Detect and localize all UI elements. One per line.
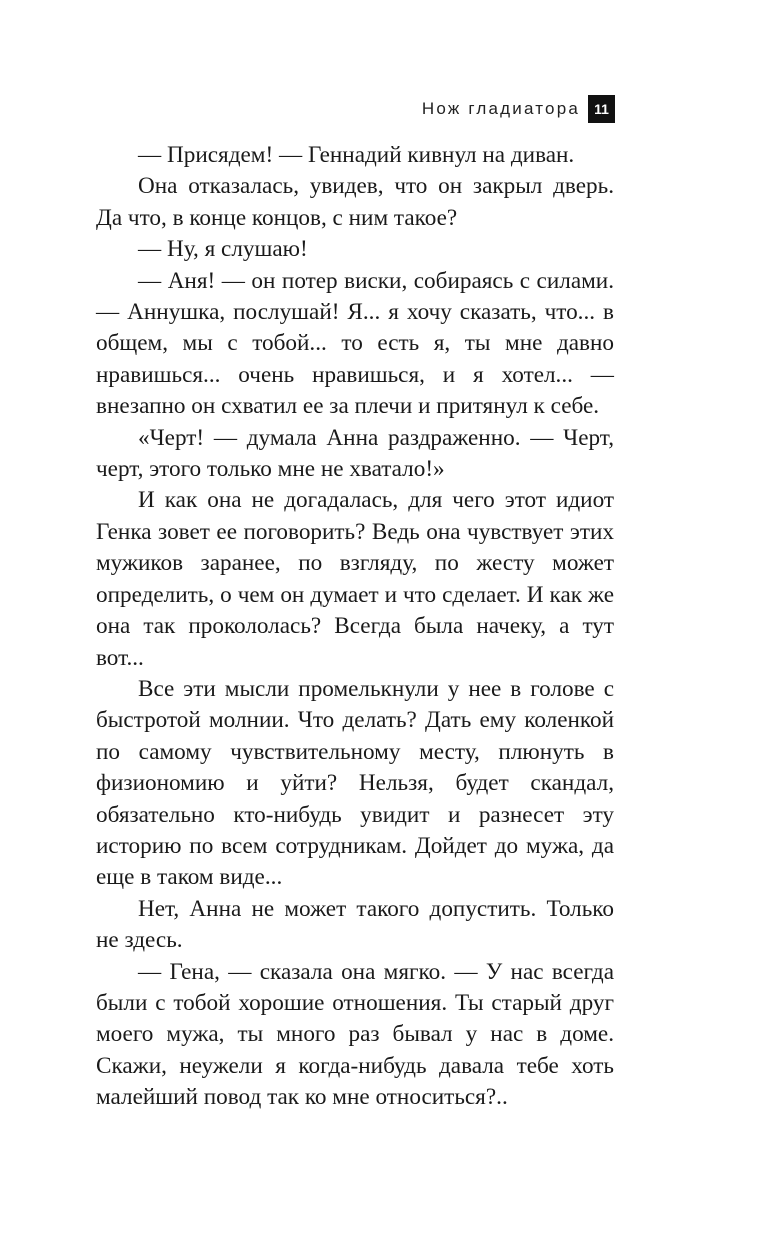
text-body: [96, 140, 614, 1114]
paragraph-2: Она отказалась, увидев, что он закрыл дверь. Да что, в конце концов, с ним такое?: [96, 173, 614, 231]
paragraph-9: — Гена, — сказала она мягко. — У нас всегда были с тобой хорошие отношения. Ты старый друг моего мужа, ты много раз бывал у нас в доме. Скажи, неужели я когда-нибудь давала тебе хоть малейший повод так ко мне относиться?..: [96, 958, 614, 1111]
page-number-badge: 11: [588, 95, 615, 123]
paragraph-6: И как она не догадалась, для чего этот идиот Генка зовет ее поговорить? Ведь она чувствует этих мужиков заранее, по взгляду, по жесту может определить, о чем он думает и что сделает. И как же она так прокололась? Всегда была начеку, а тут вот...: [96, 487, 614, 671]
paragraph-3: — Ну, я слушаю!: [138, 236, 308, 263]
running-header: [422, 94, 615, 124]
paragraph-8: Нет, Анна не может такого допустить. Только не здесь.: [96, 895, 614, 954]
book-title: Нож гладиатора: [421, 99, 580, 118]
paragraph-1: — Присядем! — Геннадий кивнул на диван.: [138, 142, 575, 168]
paragraph-7: Все эти мысли промелькнули у нее в голове с быстротой молнии. Что делать? Дать ему коленкой по самому чувствительному месту, плюнуть в физиономию и уйти? Нельзя, будет скандал, обязательно кто-нибудь увидит и разнесет эту историю по всем сотрудникам. Дойдет до мужа, да еще в таком виде...: [96, 675, 614, 891]
paragraph-5: «Черт! — думала Анна раздраженно. — Черт, черт, этого только мне не хватало!»: [96, 424, 614, 483]
paragraph-4: — Аня! — он потер виски, собираясь с силами. — Аннушка, послушай! Я... я хочу сказать, что... в общем, мы с тобой... то есть я, ты мне давно нравишься... очень нравишься, и я хотел... — внезапно он схватил ее за плечи и притянул к себе.: [96, 267, 614, 420]
